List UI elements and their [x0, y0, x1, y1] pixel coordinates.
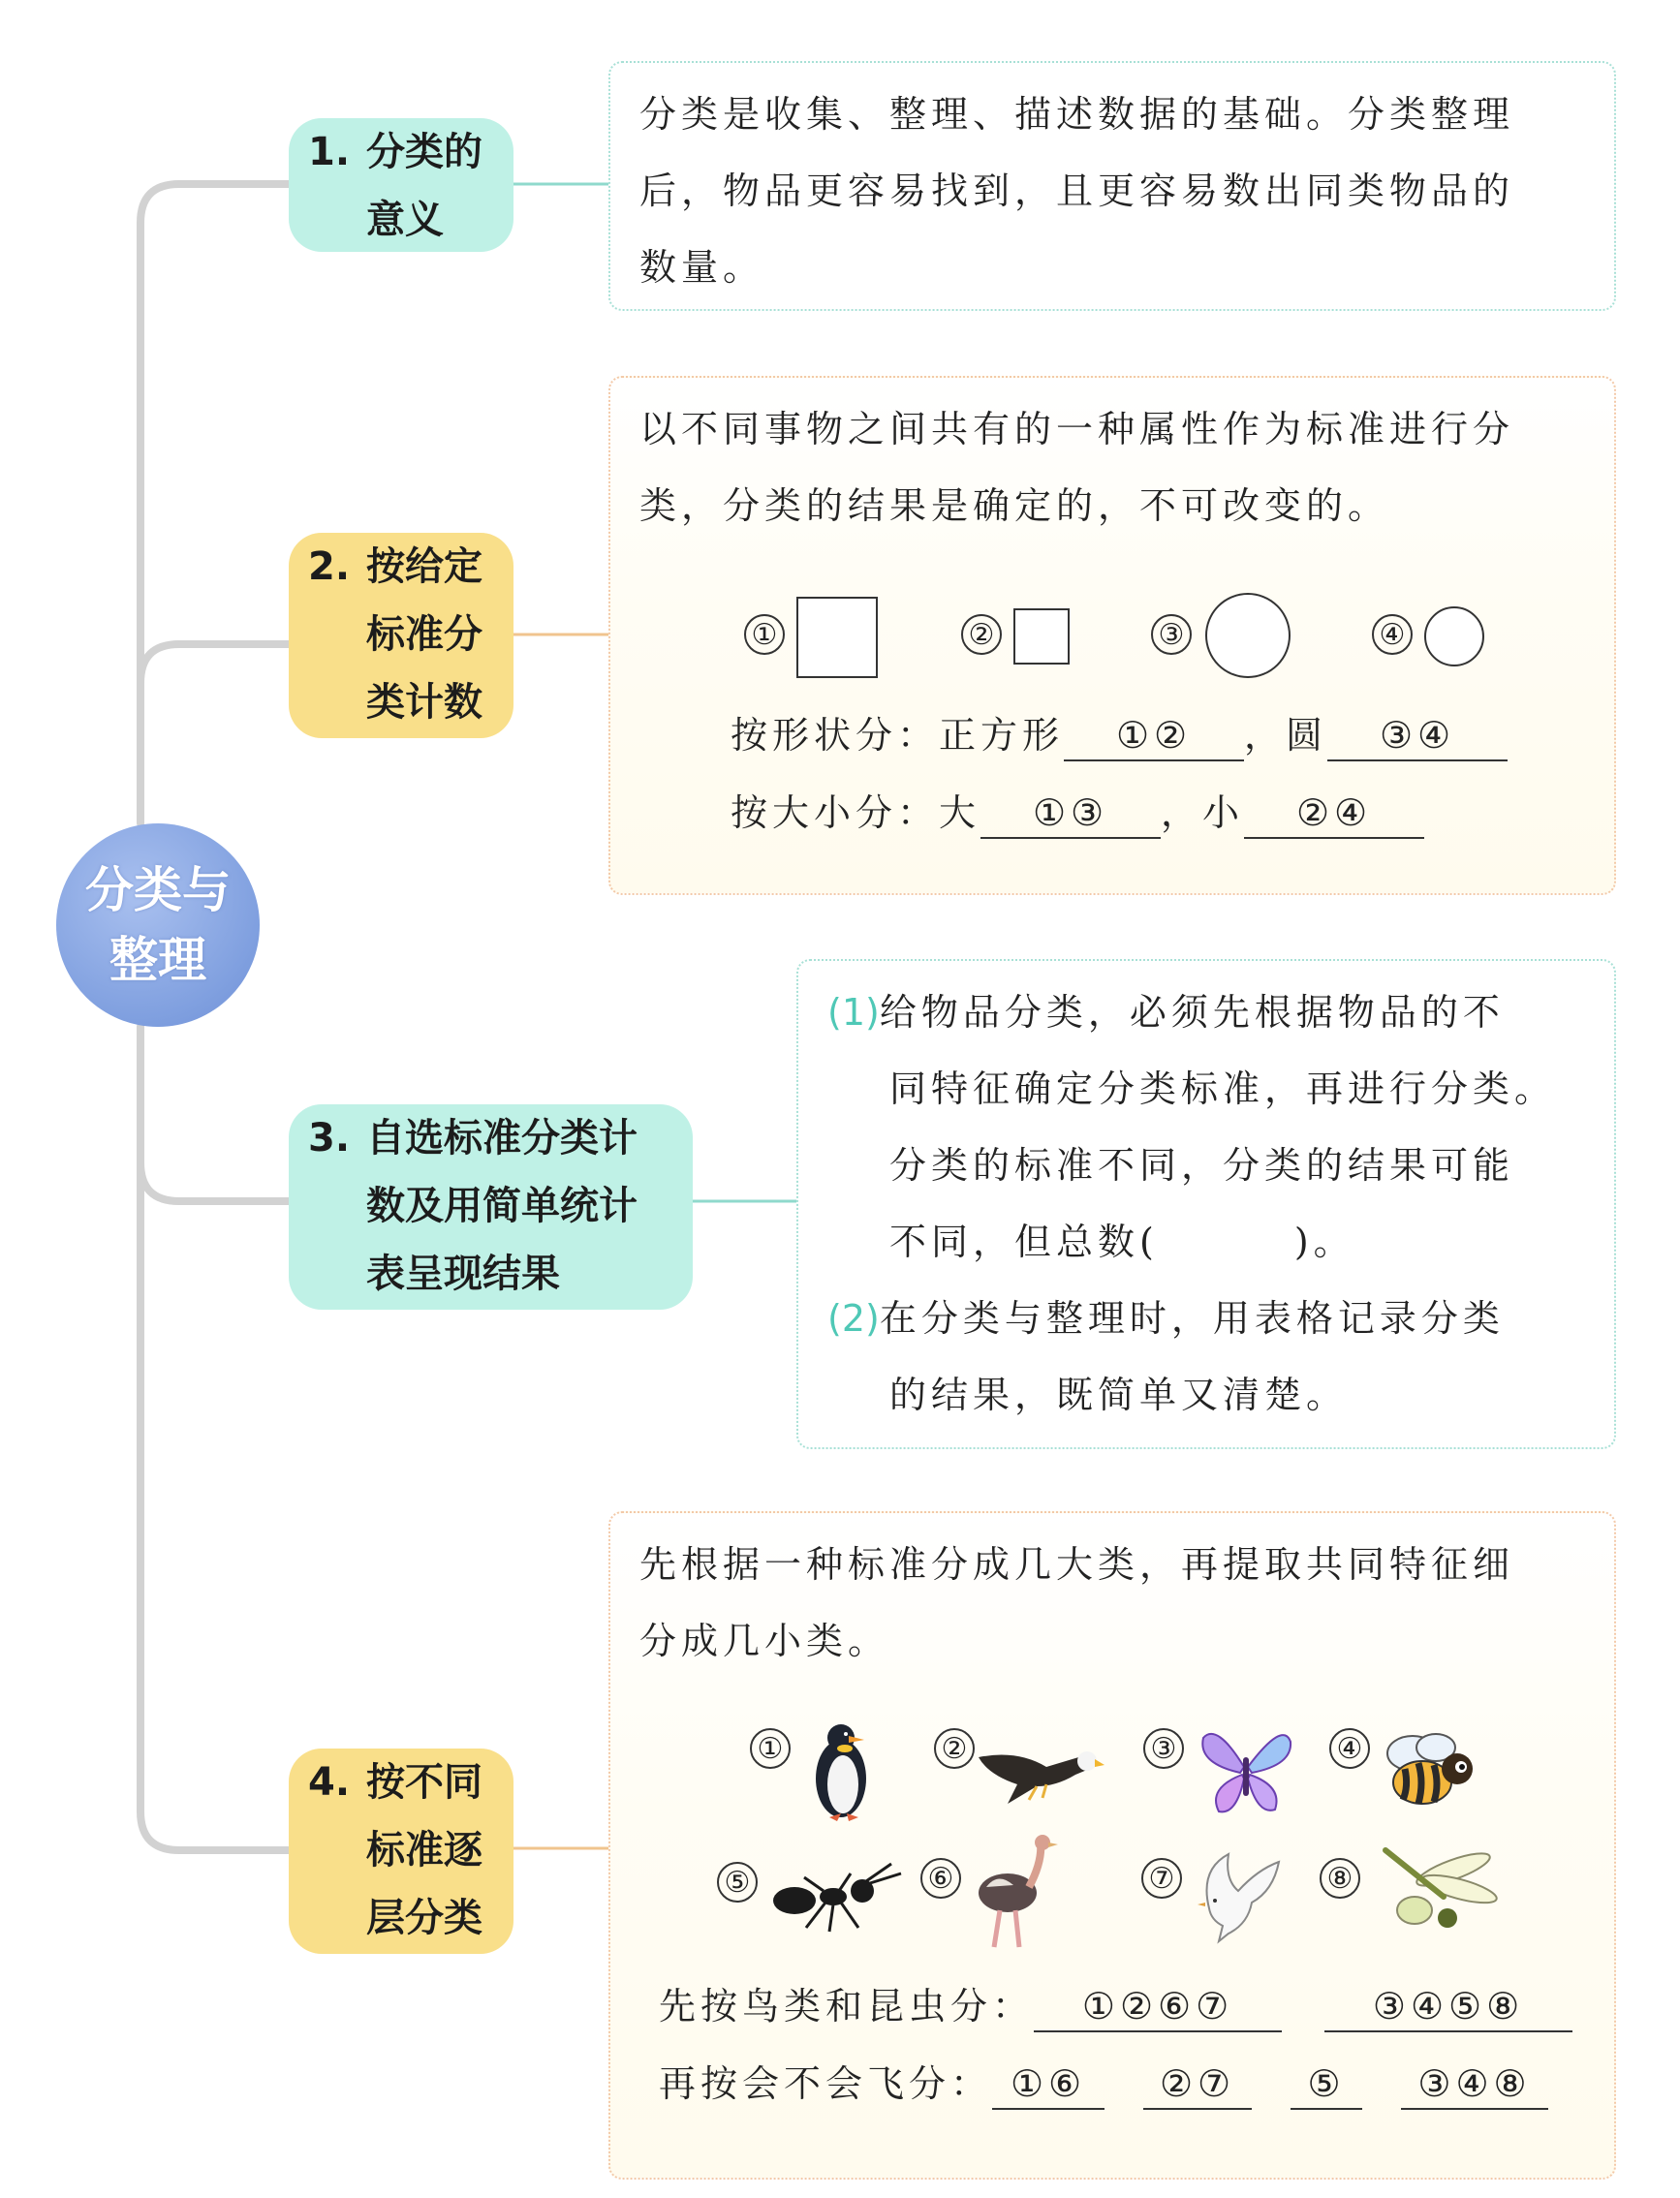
row-prefix: 按形状分：正方形 [731, 714, 1065, 757]
bird-insect-row [659, 1968, 1572, 2045]
topic-number: 4. [308, 1760, 351, 1805]
point-2 [827, 1281, 1556, 1357]
text-line: 类，分类的结果是确定的，不可改变的。 [639, 484, 1390, 527]
answer-blank: ①③ [980, 789, 1161, 839]
small-circle-shape [1424, 606, 1484, 666]
topic-line: 意义 [366, 198, 444, 242]
shape-label: ③ [1151, 614, 1192, 655]
fly-row [659, 2046, 1548, 2122]
animal-label: ⑦ [1141, 1858, 1182, 1899]
large-square-shape [796, 597, 878, 678]
row-mid: ，圆 [1244, 714, 1328, 757]
text-line: 给物品分类，必须先根据物品的不 [879, 991, 1505, 1034]
topic-number: 2. [308, 544, 351, 589]
text-fragment: 不同，但总数( [889, 1221, 1159, 1263]
text-line: 先根据一种标准分成几大类，再提取共同特征细 [639, 1543, 1515, 1586]
shape-label: ① [744, 614, 785, 655]
topic-meaning [289, 118, 513, 252]
animal-label: ③ [1143, 1728, 1184, 1769]
text-line: 分成几小类。 [639, 1620, 890, 1662]
text-line: 在分类与整理时，用表格记录分类 [879, 1297, 1505, 1340]
center-node [56, 823, 260, 1027]
point-marker: (1) [827, 991, 880, 1034]
topic-layered [289, 1749, 513, 1954]
topic-line: 按给定 [366, 544, 482, 589]
topic-line: 分类的 [366, 130, 482, 174]
row-prefix: 再按会不会飞分： [659, 2062, 993, 2105]
answer-blank: ③④⑧ [1401, 2059, 1548, 2110]
topic-line: 表呈现结果 [366, 1252, 560, 1296]
center-title-line1: 分类与 [85, 862, 231, 918]
answer-blank: ①②⑥⑦ [1034, 1982, 1282, 2032]
row-prefix: 按大小分：大 [731, 791, 981, 834]
text-line-with-blank [827, 1204, 1556, 1281]
topic-line: 数及用简单统计 [366, 1184, 638, 1228]
point-1 [827, 975, 1556, 1051]
answer-blank: ⑤ [1291, 2059, 1362, 2110]
topic-line: 标准分 [366, 612, 482, 657]
animal-label: ④ [1329, 1728, 1370, 1769]
answer-blank: ②④ [1244, 789, 1424, 839]
topic-given-standard [289, 533, 513, 738]
text-line: 的结果，既简单又清楚。 [889, 1374, 1349, 1416]
animal-label: ① [750, 1728, 791, 1769]
topic-line: 标准逐 [366, 1828, 482, 1873]
bee-icon [1376, 1718, 1482, 1825]
answer-blank: ①⑥ [992, 2059, 1104, 2110]
text-line: 同特征确定分类标准，再进行分类。 [889, 1068, 1557, 1110]
point-marker: (2) [827, 1297, 880, 1340]
content-box-layered [608, 1511, 1616, 2180]
dragonfly-icon [1376, 1841, 1511, 1947]
shape-label: ② [961, 614, 1002, 655]
large-circle-shape [1205, 593, 1291, 678]
small-square-shape [1013, 608, 1070, 665]
animal-label: ⑥ [920, 1858, 961, 1899]
text-line: 后，物品更容易找到，且更容易数出同类物品的 [639, 170, 1515, 212]
topic-line: 按不同 [366, 1760, 482, 1805]
shape-classification-row [731, 697, 1508, 774]
topic-number: 3. [308, 1116, 351, 1161]
text-fragment: )。 [1293, 1221, 1355, 1263]
animal-label: ⑧ [1320, 1858, 1360, 1899]
text-line: 分类是收集、整理、描述数据的基础。分类整理 [639, 93, 1515, 136]
topic-line: 自选标准分类计 [366, 1116, 638, 1161]
penguin-icon [802, 1718, 880, 1825]
animal-label: ② [934, 1728, 975, 1769]
row-mid: ，小 [1161, 791, 1245, 834]
dove-icon [1190, 1841, 1296, 1947]
answer-blank: ③④ [1327, 711, 1508, 761]
shape-label: ④ [1372, 614, 1413, 655]
topic-line: 类计数 [366, 680, 482, 725]
butterfly-icon [1198, 1718, 1294, 1825]
ostrich-icon [969, 1833, 1066, 1953]
content-box-given-standard [608, 376, 1616, 895]
text-line: 数量。 [639, 246, 765, 289]
content-box-meaning [608, 61, 1616, 311]
animal-label: ⑤ [717, 1862, 758, 1903]
size-classification-row [731, 775, 1424, 851]
topic-self-selected [289, 1104, 693, 1310]
eagle-icon [969, 1728, 1104, 1815]
ant-icon [765, 1858, 911, 1935]
text-line: 分类的标准不同，分类的结果可能 [889, 1144, 1515, 1187]
answer-blank: ③④⑤⑧ [1324, 1982, 1572, 2032]
row-prefix: 先按鸟类和昆虫分： [659, 1985, 1035, 2028]
topic-line: 层分类 [366, 1896, 482, 1940]
content-box-self-selected [796, 959, 1616, 1449]
text-line: 以不同事物之间共有的一种属性作为标准进行分 [639, 408, 1515, 450]
center-title-line2: 整理 [109, 932, 206, 988]
topic-number: 1. [308, 130, 351, 174]
answer-blank: ②⑦ [1143, 2059, 1252, 2110]
answer-blank: ①② [1064, 711, 1244, 761]
